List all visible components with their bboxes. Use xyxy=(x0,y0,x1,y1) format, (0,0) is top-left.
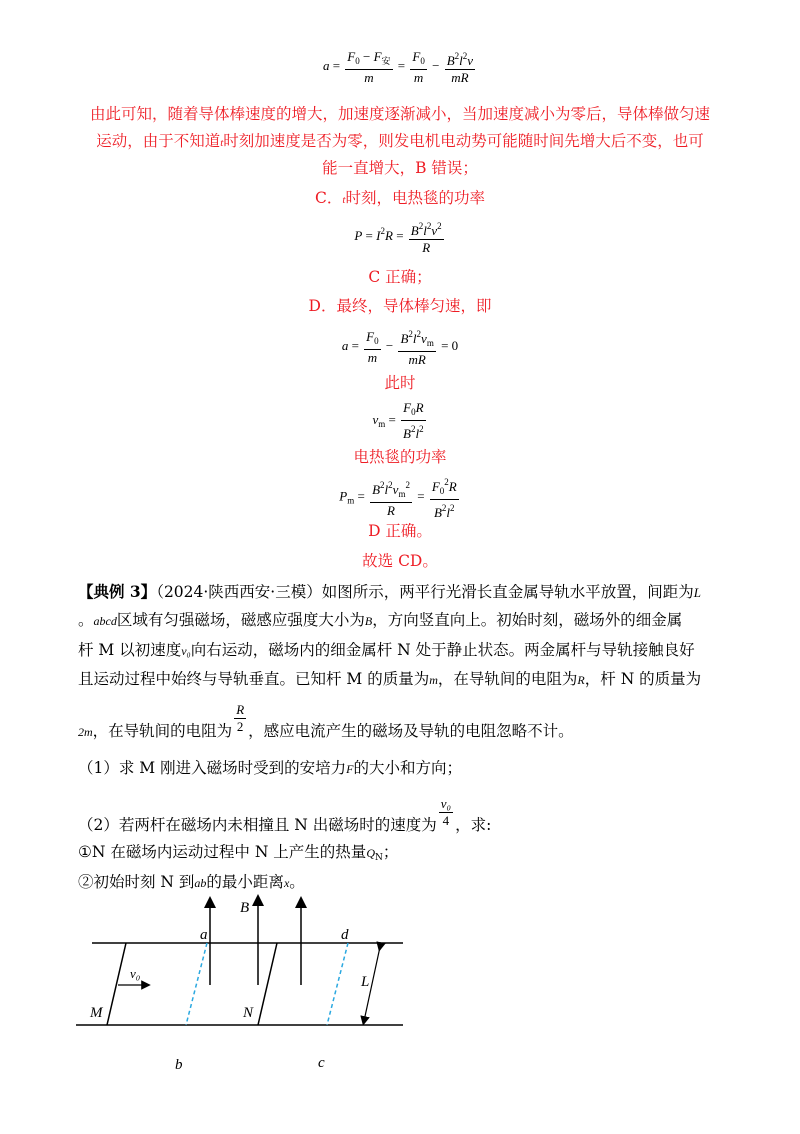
answer-line: 故选 CD。 xyxy=(362,552,438,570)
boundary-dc xyxy=(327,943,348,1025)
equation-power: $P = I^2R$ = $\frac{B^2l^2v^2}{R}$ xyxy=(0,218,800,256)
example-line2: 。abcd区域有匀强磁场，磁感应强度大小为B，方向竖直向上。初始时刻，磁场外的细金属 xyxy=(78,611,683,629)
rail-diagram xyxy=(60,890,420,1080)
solution-para-line1: 由此可知，随着导体棒速度的增大，加速度逐渐减小，当加速度减小为零后，导体棒做匀速 xyxy=(89,105,710,123)
option-d-correct: D 正确。 xyxy=(368,522,432,540)
example-line3: 杆 M 以初速度v₀向右运动，磁场内的细金属杆 N 处于静止状态。两金属杆与导轨接触良好 xyxy=(78,641,695,659)
label-L: L xyxy=(361,974,370,990)
question-1: （1）求 M 刚进入磁场时受到的安培力F的大小和方向； xyxy=(78,759,462,777)
rod-M xyxy=(107,943,126,1025)
option-c-correct: C 正确； xyxy=(368,268,432,286)
equation-pm: $P_m$ = $\frac{B^2l^2v_m^2}{R}$ = $\frac{F_0^2R}{B^2l^2}$ xyxy=(0,474,800,521)
label-B: B xyxy=(240,900,250,916)
label-v0: v₀ xyxy=(130,966,141,981)
equation-acceleration-general: a = $\frac{F_0 - F_安}{m}$ = $\frac{F_0}{m}$ − $\frac{B^2l^2v}{mR}$ xyxy=(322,48,474,85)
question-2-2: ②初始时刻 N 到ab的最小距离x。 xyxy=(78,873,305,891)
option-c-label: C．t时刻，电热毯的功率 xyxy=(315,189,485,207)
boundary-ab xyxy=(186,943,207,1025)
example-line4: 且运动过程中始终与导轨垂直。已知杆 M 的质量为m，在导轨间的电阻为R，杆 N 的质量为 xyxy=(78,670,702,688)
equation-vm: $v_m$ = $\frac{F_0R}{B^2l^2}$ xyxy=(372,400,424,441)
power-label: 电热毯的功率 xyxy=(353,448,447,466)
label-d: d xyxy=(341,927,349,943)
solution-para-line2: 运动，由于不知道t时刻加速度是否为零，则发电机电动势可能随时间先增大后不变，也可 xyxy=(96,132,704,150)
label-c: c xyxy=(318,1055,325,1071)
label-N: N xyxy=(243,1005,254,1021)
question-2: （2）若两杆在磁场内未相撞且 N 出磁场时的速度为 $\frac{\text{v₀}}{4}$ ，求: xyxy=(78,796,492,834)
equation-acceleration-zero: a = $\frac{F_0}{m}$ − $\frac{B^2l^2v_m}{mR}$ = 0 xyxy=(0,326,800,368)
example-line5: 2m，在导轨间的电阻为 $\frac{R}{2}$ ，感应电流产生的磁场及导轨的电阻忽略不计。 xyxy=(78,702,574,740)
solution-para-line3: 能一直增大，B 错误； xyxy=(322,159,478,177)
label-a: a xyxy=(200,927,208,943)
rod-N xyxy=(258,943,277,1025)
example-line1: 【典例 3】（2024·陕西西安·三模）如图所示，两平行光滑长直金属导轨水平放置，间距为L xyxy=(78,582,701,601)
cishi-label: 此时 xyxy=(384,374,416,392)
label-M: M xyxy=(90,1005,103,1021)
label-b: b xyxy=(175,1057,183,1073)
option-d-label: D．最终，导体棒匀速，即 xyxy=(308,297,492,315)
question-2-1: ①N 在磁场内运动过程中 N 上产生的热量$Q_N$； xyxy=(78,843,399,863)
